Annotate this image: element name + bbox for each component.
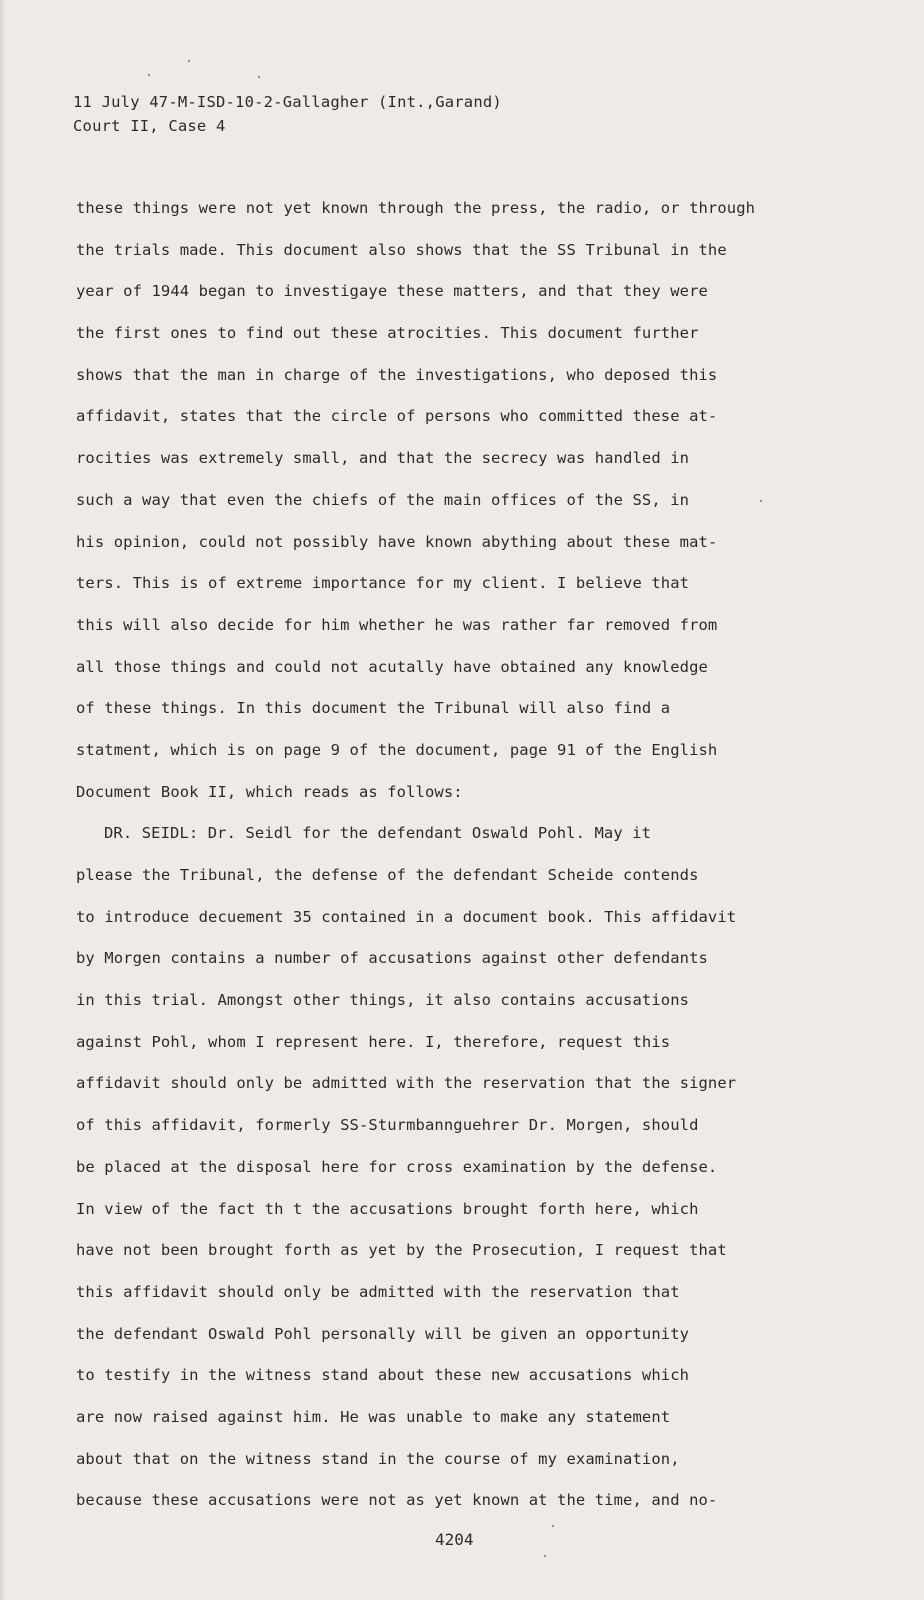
body-line: these things were not yet known through the press, the radio, or through <box>76 199 756 217</box>
transcript-body <box>76 188 816 1522</box>
body-line: in this trial. Amongst other things, it also contains accusations <box>76 991 690 1010</box>
body-line: against Pohl, whom I represent here. I, therefore, request this <box>76 1032 671 1051</box>
body-line: ters. This is of extreme importance for my client. I believe that <box>76 574 690 593</box>
body-line: the first ones to find out these atrocities. This document further <box>76 324 699 343</box>
body-line: of this affidavit, formerly SS-Sturmbannguehrer Dr. Morgen, should <box>76 1116 699 1135</box>
body-line: are now raised against him. He was unable to make any statement <box>76 1407 671 1426</box>
body-line: have not been brought forth as yet by the Prosecution, I request that <box>76 1241 727 1260</box>
body-line: In view of the fact th t the accusations brought forth here, which <box>76 1199 699 1218</box>
body-line: be placed at the disposal here for cross examination by the defense. <box>76 1157 718 1176</box>
body-line: to testify in the witness stand about these new accusations which <box>76 1366 690 1385</box>
body-line: affidavit should only be admitted with the reservation that the signer <box>76 1074 737 1093</box>
body-line: of these things. In this document the Tribunal will also find a <box>76 699 671 718</box>
body-line: his opinion, could not possibly have known abything about these mat- <box>76 532 718 551</box>
body-line: the trials made. This document also shows that the SS Tribunal in the <box>76 240 727 259</box>
body-line: all those things and could not acutally have obtained any knowledge <box>76 657 708 676</box>
body-line: statment, which is on page 9 of the document, page 91 of the English <box>76 740 718 759</box>
body-line: year of 1944 began to investigaye these matters, and that they were <box>76 282 708 301</box>
paper-speck <box>148 74 150 76</box>
paper-speck <box>188 60 190 62</box>
body-line: rocities was extremely small, and that the secrecy was handled in <box>76 449 690 468</box>
page-edge-shadow <box>0 0 6 1600</box>
paper-speck <box>258 76 260 78</box>
body-line: about that on the witness stand in the course of my examination, <box>76 1449 680 1468</box>
body-line: because these accusations were not as yet known at the time, and no- <box>76 1491 718 1510</box>
body-line: Document Book II, which reads as follows: <box>76 782 463 801</box>
body-line: the defendant Oswald Pohl personally will be given an opportunity <box>76 1324 690 1343</box>
body-line: this will also decide for him whether he was rather far removed from <box>76 615 718 634</box>
body-line: affidavit, states that the circle of persons who committed these at- <box>76 407 718 426</box>
body-line: by Morgen contains a number of accusations against other defendants <box>76 949 708 968</box>
transcript-header <box>73 90 502 138</box>
body-line: this affidavit should only be admitted with the reservation that <box>76 1282 680 1301</box>
paper-speck <box>544 1555 546 1557</box>
body-line: to introduce decuement 35 contained in a document book. This affidavit <box>76 907 737 926</box>
header-date-line: 11 July 47-M-ISD-10-2-Gallagher (Int.,Garand) <box>73 93 502 111</box>
paper-speck <box>760 500 762 502</box>
paper-speck <box>552 1525 554 1527</box>
body-line: such a way that even the chiefs of the main offices of the SS, in <box>76 490 690 509</box>
header-court-line: Court II, Case 4 <box>73 117 226 135</box>
body-line: please the Tribunal, the defense of the defendant Scheide contends <box>76 866 699 884</box>
body-line: shows that the man in charge of the investigations, who deposed this <box>76 365 718 384</box>
speaker-line-seidl: DR. SEIDL: Dr. Seidl for the defendant Oswald Pohl. May it <box>104 824 652 843</box>
page-number: 4204 <box>435 1530 474 1549</box>
